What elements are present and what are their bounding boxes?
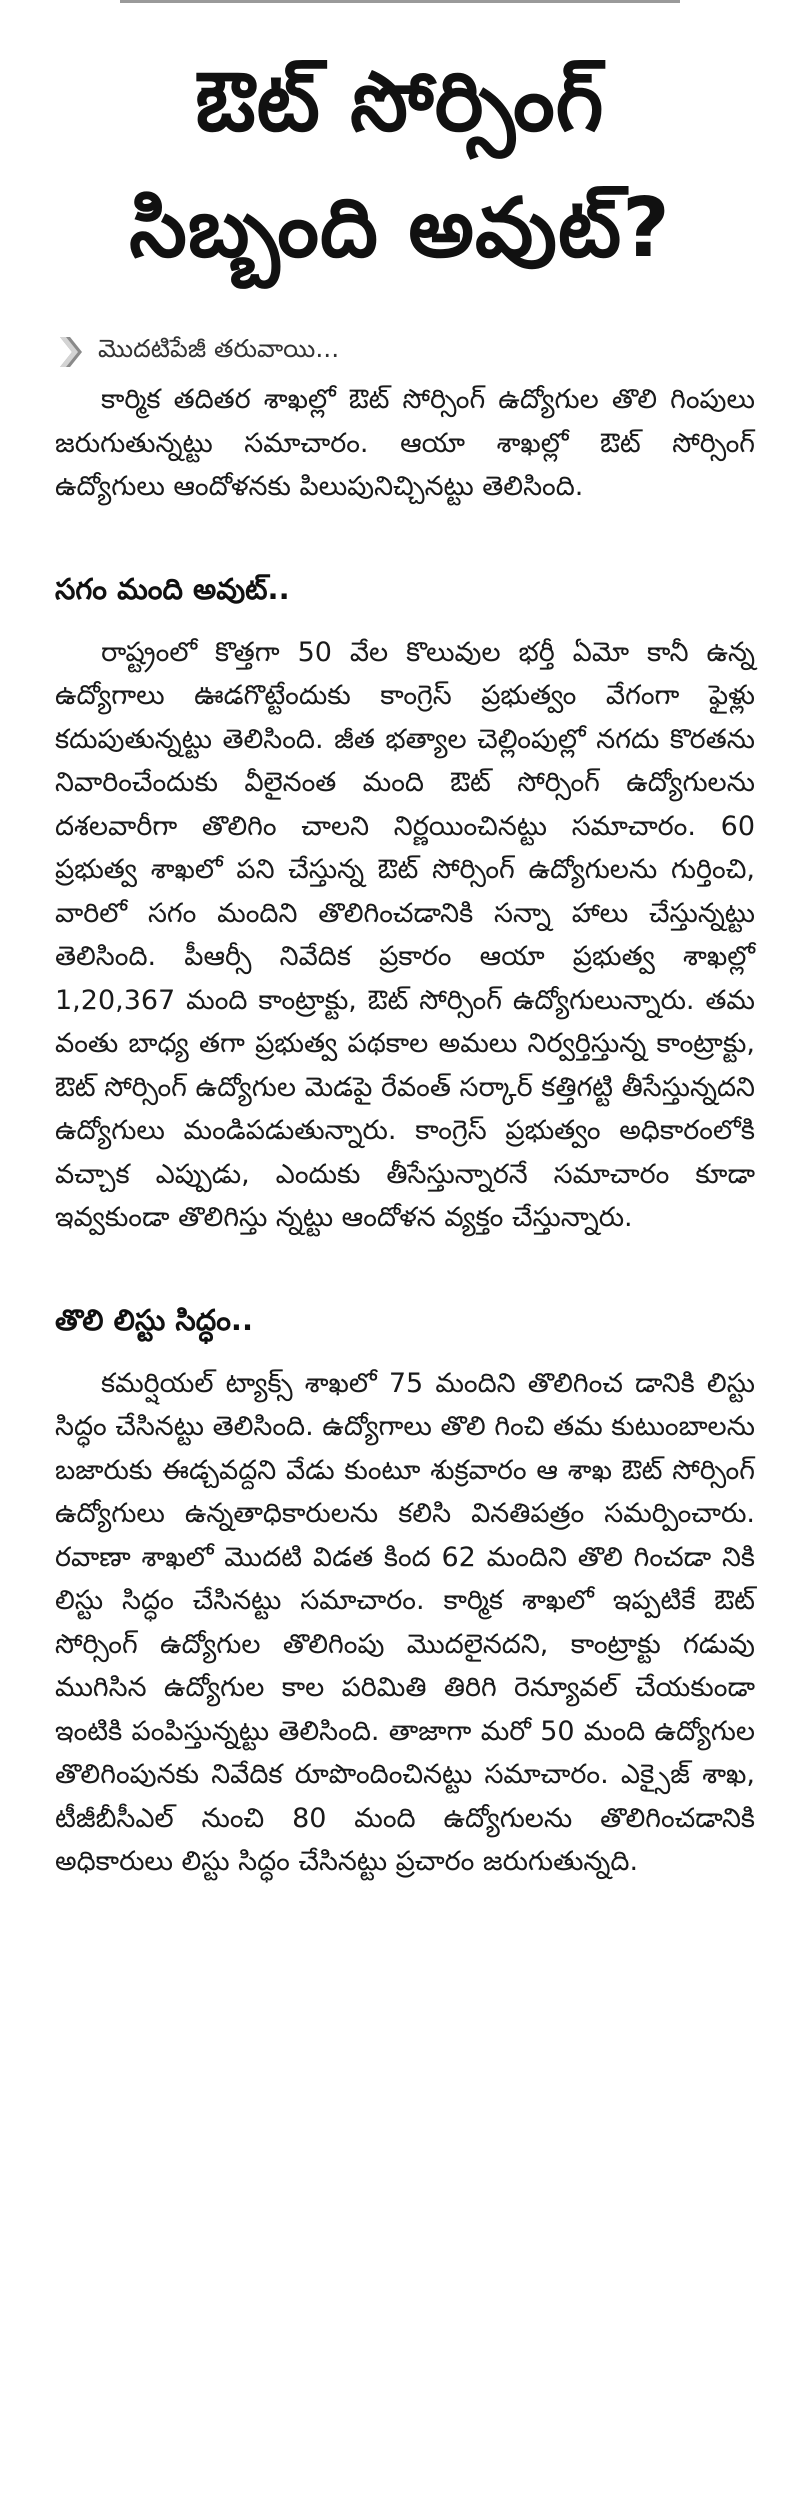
spacer [55,1240,755,1298]
spacer [55,509,755,567]
top-rule [120,0,680,3]
section-1-paragraph: రాష్ట్రంలో కొత్తగా 50 వేల కొలువుల భర్తీ ఏమో కానీ ఉన్న ఉద్యోగాలు ఊడగొట్టేందుకు కాంగ్రెస్ ప్రభుత్వం వేగంగా ఫైళ్లు కదుపుతున్నట్టు తెలిసింది. జీత భత్యాల చెల్లింపుల్లో నగదు కొరతను నివారించేందుకు వీలైనంత మంది ఔట్ సోర్సింగ్ ఉద్యోగులను దశలవారీగా తొలిగిం చాలని నిర్ణయించినట్టు సమాచారం. 60 ప్రభుత్వ శాఖలో పని చేస్తున్న ఔట్ సోర్సింగ్ ఉద్యోగులను గుర్తించి, వారిలో సగం మందిని తొలిగించడానికి సన్నా హాలు చేస్తున్నట్టు తెలిసింది. పీఆర్సీ నివేదిక ప్రకారం ఆయా ప్రభుత్వ శాఖల్లో 1,20,367 మంది కాంట్రాక్టు, ఔట్ సోర్సింగ్ ఉద్యోగులున్నారు. తమ వంతు బాధ్య తగా ప్రభుత్వ పథకాల అమలు నిర్వర్తిస్తున్న కాంట్రాక్టు, ఔట్ సోర్సింగ్ ఉద్యోగుల మెడపై రేవంత్ సర్కార్ కత్తిగట్టి తీసేస్తున్నదని ఉద్యోగులు మండిపడుతున్నారు. కాంగ్రెస్ ప్రభుత్వం అధికారంలోకి వచ్చాక ఎప్పుడు, ఎందుకు తీసేస్తున్నారనే సమాచారం కూడా ఇవ్వకుండా తొలిగిస్తు న్నట్టు ఆందోళన వ్యక్తం చేస్తున్నారు. [55,636,755,1233]
continued-label: మొదటిపేజీ తరువాయి... [98,334,340,363]
headline-line-1: ఔట్ సోర్సింగ్ [195,55,605,150]
continued-from-front-page [60,332,760,372]
intro-paragraph: కార్మిక తదితర శాఖల్లో ఔట్ సోర్సింగ్ ఉద్యోగుల తొలి గింపులు జరుగుతున్నట్టు సమాచారం. ఆయా శాఖల్లో ఔట్ సోర్సింగ్ ఉద్యోగులు ఆందోళనకు పిలుపునిచ్చినట్టు తెలిసింది. [55,384,755,502]
spacer [55,1342,755,1362]
headline-line-2: సిబ్బంది అవుట్? [129,181,671,276]
spacer [55,611,755,631]
subhead-half-out: సగం మంది అవుట్.. [55,571,290,606]
article-body [55,378,755,1884]
section-2-paragraph: కమర్షియల్ ట్యాక్స్ శాఖలో 75 మందిని తొలిగించ డానికి లిస్టు సిద్ధం చేసినట్టు తెలిసింది. ఉద్యోగాలు తొలి గించి తమ కుటుంబాలను బజారుకు ఈడ్చవద్దని వేడు కుంటూ శుక్రవారం ఆ శాఖ ఔట్ సోర్సింగ్ ఉద్యోగులు ఉన్నతాధికారులను కలిసి వినతిపత్రం సమర్పించారు. రవాణా శాఖలో మొదటి విడత కింద 62 మందిని తొలి గించడా నికి లిస్టు సిద్ధం చేసినట్టు సమాచారం. కార్మిక శాఖలో ఇప్పటికే ఔట్ సోర్సింగ్ ఉద్యోగుల తొలిగింపు మొదలైనదని, కాంట్రాక్టు గడువు ముగిసిన ఉద్యోగుల కాల పరిమితి తిరిగి రెన్యూవల్ చేయకుండా ఇంటికి పంపిస్తున్నట్టు తెలిసింది. తాజాగా మరో 50 మంది ఉద్యోగుల తొలిగింపునకు నివేదిక రూపొందించినట్టు సమాచారం. ఎక్సైజ్ శాఖ, టీజీబీసీఎల్ నుంచి 80 మంది ఉద్యోగులను తొలిగించడానికి అధికారులు లిస్టు సిద్ధం చేసినట్టు ప్రచారం జరుగుతున్నది. [55,1367,755,1877]
chevron-right-icon [60,337,82,367]
headline [40,40,760,292]
subhead-first-list-ready: తొలి లిస్టు సిద్ధం.. [55,1302,253,1337]
